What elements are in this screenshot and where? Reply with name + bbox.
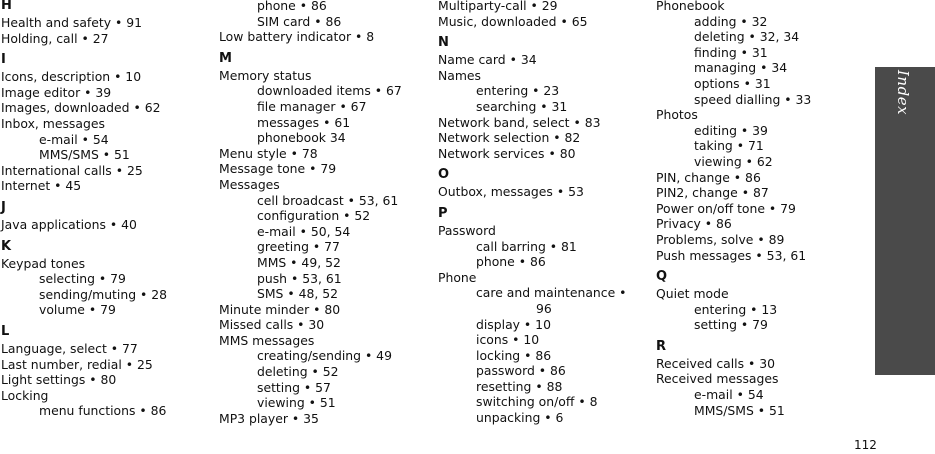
index-subentry: MMS/SMS • 51	[694, 402, 785, 418]
index-entry: Phone	[438, 269, 477, 285]
index-column-4	[656, 0, 811, 418]
index-subentry: entering • 23	[476, 83, 560, 99]
section-tab-label: Index	[894, 70, 912, 116]
index-entry: Problems, solve • 89	[656, 231, 785, 247]
index-entry: Multiparty-call • 29	[438, 0, 558, 13]
index-entry: Keypad tones	[1, 255, 86, 271]
index-subentry: switching on/off • 8	[476, 394, 598, 410]
index-subentry: deleting • 32, 34	[694, 29, 800, 45]
index-entry: Locking	[1, 387, 49, 403]
index-entry: Names	[438, 67, 482, 83]
index-subentry: locking • 86	[476, 347, 552, 363]
index-subentry: options • 31	[694, 75, 771, 91]
index-subentry-continuation: 96	[536, 300, 552, 316]
index-subentry: e-mail • 50, 54	[257, 223, 351, 239]
index-letter-heading: M	[219, 50, 232, 66]
index-subentry: adding • 32	[694, 13, 768, 29]
index-subentry: sending/muting • 28	[39, 286, 168, 302]
index-letter-heading: J	[1, 199, 6, 215]
index-entry: MMS messages	[219, 332, 315, 348]
index-entry: Missed calls • 30	[219, 317, 325, 333]
index-column-3	[438, 0, 626, 426]
index-subentry: viewing • 62	[694, 153, 773, 169]
index-entry: Photos	[656, 107, 698, 123]
index-subentry: speed dialling • 33	[694, 91, 812, 107]
index-subentry: e-mail • 54	[39, 131, 109, 147]
index-entry: Received calls • 30	[656, 355, 776, 371]
index-subentry: viewing • 51	[257, 395, 336, 411]
index-entry: Health and safety • 91	[1, 15, 143, 30]
index-letter-heading: R	[656, 338, 667, 354]
index-letter-heading: K	[1, 238, 12, 254]
index-entry: PIN, change • 86	[656, 169, 761, 185]
index-subentry: greeting • 77	[257, 239, 340, 255]
index-entry: Privacy • 86	[656, 216, 732, 232]
index-subentry: setting • 57	[257, 379, 331, 395]
index-subentry: push • 53, 61	[257, 270, 342, 286]
index-entry: Menu style • 78	[219, 145, 318, 161]
index-subentry: entering • 13	[694, 301, 778, 317]
index-subentry: deleting • 52	[257, 364, 339, 380]
index-subentry: cell broadcast • 53, 61	[257, 192, 399, 208]
index-entry: Language, select • 77	[1, 340, 138, 356]
index-entry: Last number, redial • 25	[1, 356, 153, 372]
index-subentry: SIM card • 86	[257, 13, 342, 29]
index-subentry: call barring • 81	[476, 238, 577, 254]
index-letter-heading: Q	[656, 269, 668, 285]
index-subentry: unpacking • 6	[476, 410, 564, 426]
index-letter-heading: I	[1, 52, 6, 68]
index-subentry: taking • 71	[694, 138, 764, 154]
index-subentry: messages • 61	[257, 114, 351, 130]
index-column-1	[1, 0, 167, 419]
index-subentry: e-mail • 54	[694, 387, 764, 403]
index-letter-heading: L	[1, 323, 10, 339]
index-entry: Icons, description • 10	[1, 69, 142, 85]
index-subentry: selecting • 79	[39, 271, 126, 287]
index-letter-heading: P	[438, 205, 448, 221]
index-subentry: care and maintenance •	[476, 285, 627, 301]
index-entry: Network selection • 82	[438, 130, 581, 146]
index-entry: Message tone • 79	[219, 161, 337, 177]
index-subentry: phone • 86	[257, 0, 327, 13]
index-subentry: searching • 31	[476, 98, 568, 114]
index-subentry: password • 86	[476, 363, 566, 379]
index-entry: Quiet mode	[656, 286, 729, 302]
index-entry: International calls • 25	[1, 162, 143, 178]
index-subentry: phone • 86	[476, 254, 546, 270]
index-entry: Network band, select • 83	[438, 114, 601, 130]
index-entry: MP3 player • 35	[219, 410, 319, 426]
index-subentry: SMS • 48, 52	[257, 286, 339, 302]
index-entry: Internet • 45	[1, 178, 82, 194]
index-subentry: file manager • 67	[257, 98, 367, 114]
index-entry: Low battery indicator • 8	[219, 29, 375, 45]
index-letter-heading: N	[438, 35, 449, 51]
index-entry: Password	[438, 222, 496, 238]
index-entry: Music, downloaded • 65	[438, 13, 588, 29]
index-entry: Images, downloaded • 62	[1, 100, 161, 116]
index-entry: Java applications • 40	[1, 216, 137, 232]
index-entry: Power on/off tone • 79	[656, 200, 796, 216]
index-subentry: MMS/SMS • 51	[39, 147, 130, 163]
index-entry: Image editor • 39	[1, 84, 112, 100]
index-subentry: volume • 79	[39, 302, 116, 318]
index-subentry: phonebook 34	[257, 130, 346, 146]
index-subentry: menu functions • 86	[39, 403, 167, 419]
index-subentry: finding • 31	[694, 44, 768, 60]
index-entry: Inbox, messages	[1, 115, 105, 131]
index-subentry: setting • 79	[694, 317, 768, 333]
index-letter-heading: O	[438, 167, 450, 183]
index-entry: Memory status	[219, 67, 312, 83]
index-subentry: resetting • 88	[476, 378, 563, 394]
index-subentry: editing • 39	[694, 122, 768, 138]
index-subentry: display • 10	[476, 316, 551, 332]
index-entry: Received messages	[656, 371, 779, 387]
index-subentry: configuration • 52	[257, 208, 371, 224]
index-subentry: MMS • 49, 52	[257, 254, 341, 270]
index-entry: Push messages • 53, 61	[656, 247, 807, 263]
index-subentry: managing • 34	[694, 60, 788, 76]
index-subentry: downloaded items • 67	[257, 83, 402, 99]
index-entry: Messages	[219, 176, 280, 192]
index-subentry: creating/sending • 49	[257, 348, 392, 364]
index-subentry: icons • 10	[476, 332, 540, 348]
index-entry: Name card • 34	[438, 52, 537, 68]
index-column-2	[219, 0, 402, 426]
index-entry: Outbox, messages • 53	[438, 184, 584, 200]
index-entry: Light settings • 80	[1, 372, 117, 388]
index-entry: PIN2, change • 87	[656, 185, 769, 201]
index-entry: Network services • 80	[438, 145, 576, 161]
index-entry: Holding, call • 27	[1, 30, 109, 46]
index-entry: Phonebook	[656, 0, 725, 13]
index-letter-heading: H	[1, 0, 12, 13]
page-number: 112	[854, 438, 877, 452]
index-entry: Minute minder • 80	[219, 301, 341, 317]
